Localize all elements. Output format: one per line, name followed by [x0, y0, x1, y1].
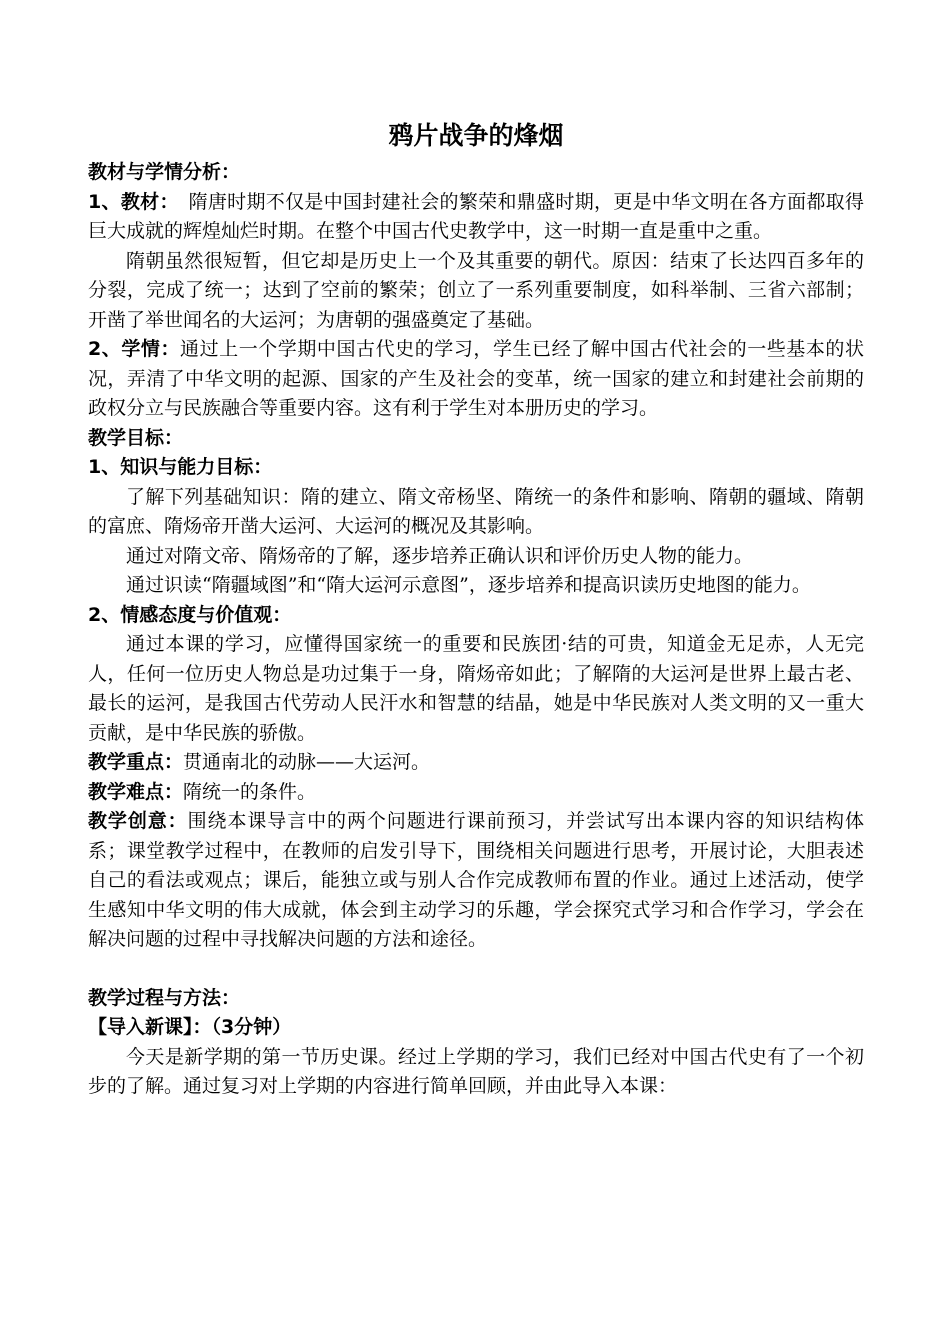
text-creativity: 围绕本课导言中的两个问题进行课前预习，并尝试写出本课内容的知识结构体系；课堂教学过程中，在教师的启发引导下，围绕相关问题进行思考，开展讨论，大胆表述自己的看法或观点；课后，能独立或与别人合作完成教师布置的作业。通过上述活动，使学生感知中华文明的伟大成就，体会到主动学习的乐趣，学会探究式学习和合作学习，学会在解决问题的过程中寻找解决问题的方法和途径。	[88, 810, 864, 950]
paragraph-difficulty	[88, 778, 864, 808]
label-key-point: 教学重点：	[88, 751, 184, 773]
paragraph-knowledge-3: 通过识读“隋疆域图”和“隋大运河示意图”，逐步培养和提高识读历史地图的能力。	[126, 574, 811, 596]
document-page	[88, 118, 864, 1102]
paragraph-knowledge-1: 了解下列基础知识：隋的建立、隋文帝杨坚、隋统一的条件和影响、隋朝的疆域、隋朝的富庶、隋炀帝开凿大运河、大运河的概况及其影响。	[88, 485, 864, 537]
label-textbook: 1、教材：	[88, 190, 170, 213]
paragraph-emotion: 通过本课的学习，应懂得国家统一的重要和民族团·结的可贵，知道金无足赤，人无完人，任何一位历史人物总是功过集于一身，隋炀帝如此；了解隋的大运河是世界上最古老、最长的运河，是我国古代劳动人民汗水和智慧的结晶，她是中华民族对人类文明的又一重大贡献，是中华民族的骄傲。	[88, 633, 864, 744]
section-heading-process: 教学过程与方法：	[88, 986, 241, 1009]
label-creativity: 教学创意：	[88, 810, 188, 832]
section-heading-goals: 教学目标：	[88, 426, 184, 449]
section-heading-analysis: 教材与学情分析：	[88, 161, 241, 183]
blank-line	[88, 955, 864, 984]
paragraph-intro: 今天是新学期的第一节历史课。经过上学期的学习，我们已经对中国古代史有了一个初步的了解。通过复习对上学期的内容进行简单回顾，并由此导入本课：	[88, 1045, 864, 1097]
paragraph-knowledge-2: 通过对隋文帝、隋炀帝的了解，逐步培养正确认识和评价历史人物的能力。	[126, 544, 754, 567]
paragraph-students	[88, 335, 864, 424]
subheading-emotion: 2、情感态度与价值观：	[88, 603, 292, 626]
label-students: 2、学情：	[88, 338, 181, 360]
paragraph-key-point	[88, 748, 864, 778]
text-students: 通过上一个学期中国古代史的学习，学生已经了解中国古代社会的一些基本的状况，弄清了中华文明的起源、国家的产生及社会的变革，统一国家的建立和封建社会前期的政权分立与民族融合等重要内容。这有利于学生对本册历史的学习。	[88, 338, 864, 419]
text-key-point: 贯通南北的动脉——大运河。	[183, 751, 431, 773]
paragraph-sui: 隋朝虽然很短暂，但它却是历史上一个及其重要的朝代。原因：结束了长达四百多年的分裂，完成了统一；达到了空前的繁荣；创立了一系列重要制度，如科举制、三省六部制；开凿了举世闻名的大运河；为唐朝的强盛奠定了基础。	[88, 249, 864, 331]
text-textbook: 隋唐时期不仅是中国封建社会的繁荣和鼎盛时期，更是中华文明在各方面都取得巨大成就的辉煌灿烂时期。在整个中国古代史教学中，这一时期一直是重中之重。	[88, 190, 864, 242]
label-difficulty: 教学难点：	[88, 780, 184, 803]
subheading-intro: 【导入新课】：（3分钟）	[88, 1016, 292, 1038]
document-title: 鸦片战争的烽烟	[388, 121, 564, 150]
subheading-knowledge: 1、知识与能力目标：	[88, 456, 273, 478]
text-difficulty: 隋统一的条件。	[183, 780, 317, 803]
paragraph-creativity	[88, 807, 864, 955]
paragraph-textbook	[88, 188, 864, 247]
